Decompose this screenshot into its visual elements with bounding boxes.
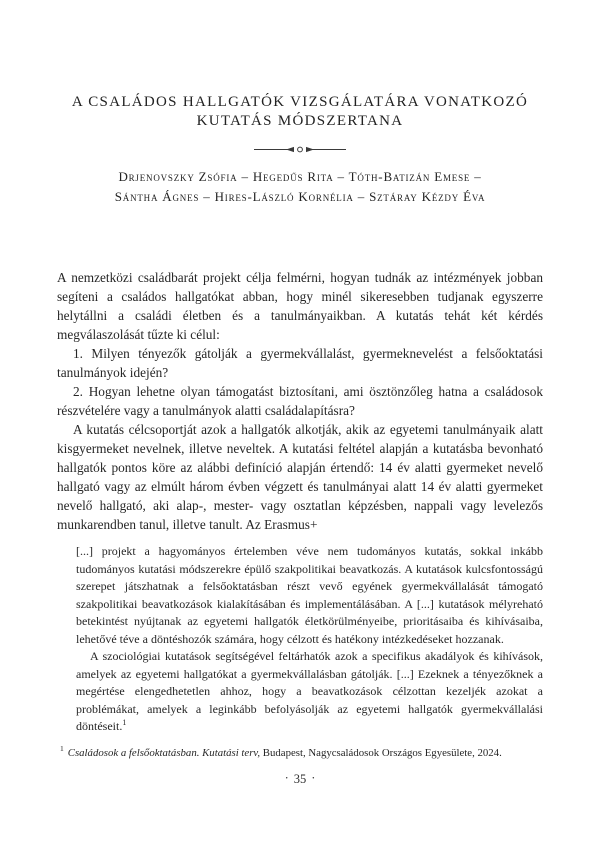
paragraph-intro: A nemzetközi családbarát projekt célja felmérni, hogyan tudnák az intézmények jobban segíteni a családos hallgatókat abban, hogy minél sikeresebben tudjanak egyszerre helytállni a családi életben és a tanulmányaikban. A kutatás tehát két kérdés megválaszolását tűzte ki célul: <box>57 270 543 342</box>
chapter-header <box>57 93 543 207</box>
authors-line1: Drjenovszky Zsófia – Hegedűs Rita – Tóth-Batizán Emese – <box>118 169 482 184</box>
footnote-title-italic: Családosok a felsőoktatásban. Kutatási terv, <box>67 746 261 759</box>
research-question-2: 2. Hogyan lehetne olyan támogatást biztosítani, ami ösztönzőleg hatna a családosok részvételére vagy a tanulmányok alatti családalapításra? <box>57 384 543 418</box>
quote-paragraph-2-text: A szociológiai kutatások segítségével feltárhatók azok a specifikus akadályok és kihívások, amelyek az egyetemi hallgatókat a gyermekvállalásban gátolják. [...] Ezeknek a tényezőknek a megértése elengedhetetlen ahhoz, hogy a beavatkozások célzottan kezeljék azokat a problémákat, amelyek a leginkább befolyásolják az egyetemi hallgatók gyermekvállalási döntéseit. <box>76 649 543 733</box>
authors-line2: Sántha Ágnes – Hires-László Kornélia – Sztáray Kézdy Éva <box>114 189 486 204</box>
research-question-1: 1. Milyen tényezők gátolják a gyermekvállalást, gyermeknevelést a felsőoktatási tanulmányok idején? <box>57 346 543 380</box>
footer-dot-right: · <box>311 770 316 785</box>
footnote-rest: Budapest, Nagycsaládosok Országos Egyesülete, 2024. <box>260 746 502 759</box>
authors <box>57 167 543 207</box>
footnote-marker: 1 <box>60 743 64 753</box>
footer-dot-left: · <box>284 770 289 785</box>
paragraph-target-group: A kutatás célcsoportját azok a hallgatók alkotják, akik az egyetemi tanulmányaik alatt kisgyermeket nevelnek, illetve neveltek. A kutatási feltétel alapján a kutatásba bevonható hallgatók pontos köre az alábbi definíció alapján értendő: 14 év alatti gyermeket nevelő hallgató vagy az elmúlt három évben végzett és tanulmányai alatt 14 év alatti gyermeket nevelő hallgató, aki alap-, mester- vagy osztatlan képzésben, nappali vagy levelezős munkarendben tanul, illetve tanult. Az Erasmus+ <box>57 422 543 532</box>
chapter-title-line1: A CSALÁDOS HALLGATÓK VIZSGÁLATÁRA VONATKOZÓ <box>71 94 529 110</box>
quote-paragraph-2 <box>76 648 543 736</box>
block-quote <box>76 543 543 736</box>
body-text <box>57 268 543 761</box>
chapter-title-line2: KUTATÁS MÓDSZERTANA <box>196 113 404 129</box>
footnote <box>60 743 543 761</box>
page-footer <box>57 772 543 787</box>
ornament-divider-icon <box>57 145 543 154</box>
chapter-title <box>57 93 543 131</box>
page-number: 35 <box>293 771 307 786</box>
quote-paragraph-1: [...] projekt a hagyományos értelemben véve nem tudományos kutatás, sokkal inkább tudományos kutatási módszerekre épülő szakpolitikai beavatkozás. A kutatások kulcsfontosságú szerepet játszhatnak a felsőoktatásban részt vevő egyének gyermekvállalását támogató szakpolitikai beavatkozások kialakításában és implementálásában. A [...] kutatások mélyreható betekintést nyújtanak az egyetemi hallgatók életkörülményeibe, prioritásaiba és kihívásaiba, lehetővé téve a döntéshozók számára, hogy célzott és hatékony intézkedéseket hozzanak. <box>76 544 543 646</box>
footnote-reference: 1 <box>122 718 127 727</box>
